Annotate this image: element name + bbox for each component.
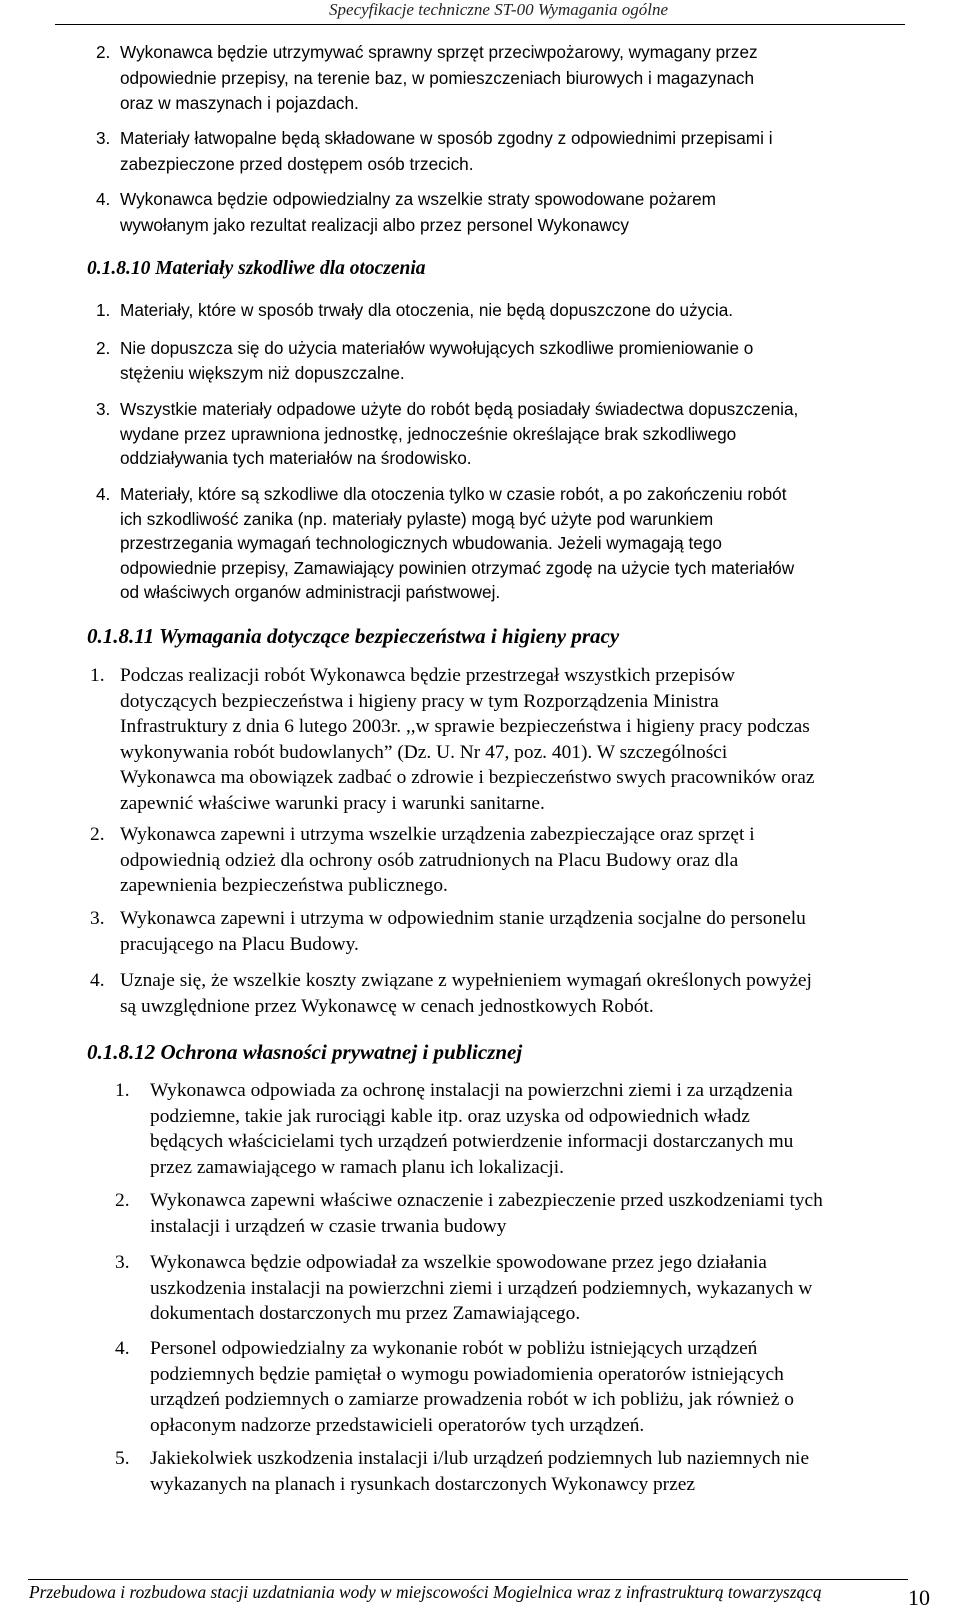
list-item-line: odpowiednie przepisy, Zamawiający powinien otrzymać zgodę na użycie tych materiałów (120, 557, 795, 578)
list-item-line: Materiały łatwopalne będą składowane w sposób zgodny z odpowiednimi przepisami i (120, 128, 773, 148)
list-item-line: wydane przez uprawniona jednostkę, jednocześnie określające brak szkodliwego (120, 423, 737, 444)
list-item-number: 1. (115, 1080, 130, 1101)
list-item-line: Infrastruktury z dnia 6 lutego 2003r. ,,w sprawie bezpieczeństwa i higieny pracy podczas (120, 716, 810, 738)
list-item-line: Wykonawca zapewni właściwe oznaczenie i zabezpieczenie przed uszkodzeniami tych (150, 1190, 823, 1211)
list-item-number: 4. (115, 1338, 130, 1359)
list-item-line: zapewnić właściwe warunki pracy i warunki sanitarne. (120, 793, 545, 814)
list-item-line: Wykonawca odpowiada za ochronę instalacji na powierzchni ziemi i za urządzenia (150, 1080, 793, 1101)
list-item-line: Materiały, które są szkodliwe dla otoczenia tylko w czasie robót, a po zakończeniu robót (120, 484, 787, 504)
list-item-line: odpowiednie przepisy, na terenie baz, w pomieszczeniach biurowych i magazynach (120, 67, 755, 88)
list-item-line: przestrzegania wymagań technologicznych wbudowania. Jeżeli wymagają tego (120, 533, 722, 553)
list-item-line: od właściwych organów administracji państwowej. (120, 582, 501, 602)
list-item-number: 3. (96, 399, 111, 419)
list-item-line: pracującego na Placu Budowy. (120, 933, 359, 955)
header-rule (55, 24, 905, 25)
list-item-line: Podczas realizacji robót Wykonawca będzie przestrzegał wszystkich przepisów (120, 665, 735, 686)
list-item-number: 4. (96, 189, 111, 209)
list-item-line: podziemnych będzie pamiętał o wymogu powiadomienia operatorów istniejących (150, 1363, 784, 1385)
list-item-line: Personel odpowiedzialny za wykonanie robót w pobliżu istniejących urządzeń (150, 1338, 758, 1359)
list-item-number: 3. (90, 908, 105, 929)
list-item-line: dotyczących bezpieczeństwa i higieny pracy w tym Rozporządzenia Ministra (120, 690, 719, 712)
list-item-line: Nie dopuszcza się do użycia materiałów wywołujących szkodliwe promieniowanie o (120, 338, 754, 358)
list-item-line: zabezpieczone przed dostępem osób trzecich. (120, 153, 474, 174)
list-item-number: 3. (115, 1252, 130, 1273)
list-item-line: Uznaje się, że wszelkie koszty związane z wypełnieniem wymagań określonych powyżej (120, 970, 812, 991)
section-heading-health-safety: 0.1.8.11 Wymagania dotyczące bezpieczeństwa i higieny pracy (87, 624, 620, 648)
header-title: Specyfikacje techniczne ST-00 Wymagania ogólne (329, 0, 668, 19)
list-item-line: Jakiekolwiek uszkodzenia instalacji i/lub urządzeń podziemnych lub naziemnych nie (150, 1448, 810, 1469)
list-item-line: Materiały, które w sposób trwały dla otoczenia, nie będą dopuszczone do użycia. (120, 300, 734, 320)
list-item-line: odpowiednią odzież dla ochrony osób zatrudnionych na Placu Budowy oraz dla (120, 849, 739, 871)
list-item-line: oddziaływania tych materiałów na środowisko. (120, 448, 472, 468)
list-item-line: dokumentach dostarczonych mu przez Zamawiającego. (150, 1303, 581, 1325)
list-item-line: ich szkodliwość zanika (np. materiały pylaste) mogą być użyte pod warunkiem (120, 508, 714, 529)
page-number: 10 (908, 1585, 930, 1610)
list-item-line: wykonywania robót budowlanych” (Dz. U. Nr 47, poz. 401). W szczególności (120, 741, 728, 763)
list-item-number: 3. (96, 128, 111, 148)
list-item-line: instalacji i urządzeń w czasie trwania budowy (150, 1215, 507, 1237)
list-item-line: stężeniu większym niż dopuszczalne. (120, 362, 405, 383)
list-item-line: Wykonawca ma obowiązek zadbać o zdrowie i bezpieczeństwo swych pracowników oraz (120, 767, 815, 789)
list-item-line: oraz w maszynach i pojazdach. (120, 93, 359, 113)
list-item-line: zapewnienia bezpieczeństwa publicznego. (120, 875, 448, 897)
section-heading-property-protection: 0.1.8.12 Ochrona własności prywatnej i publicznej (87, 1040, 523, 1064)
section-heading-harmful-materials: 0.1.8.10 Materiały szkodliwe dla otoczenia (87, 258, 426, 279)
list-item-line: opłaconym nadzorze przedstawicieli operatorów tych urządzeń. (150, 1414, 645, 1436)
list-item-number: 5. (115, 1448, 130, 1469)
list-item-line: Wszystkie materiały odpadowe użyte do robót będą posiadały świadectwa dopuszczenia, (120, 399, 799, 419)
list-item-number: 2. (96, 338, 111, 358)
list-item-line: uszkodzenia instalacji na powierzchni ziemi i urządzeń podziemnych, wykazanych w (150, 1277, 813, 1299)
list-item-line: wykazanych na planach i rysunkach dostarczonych Wykonawcy przez (150, 1473, 695, 1495)
list-item-number: 4. (96, 484, 111, 504)
list-item-number: 1. (96, 300, 111, 320)
list-item-line: Wykonawca będzie utrzymywać sprawny sprzęt przeciwpożarowy, wymagany przez (120, 42, 758, 62)
footer-rule (28, 1579, 908, 1580)
list-item-number: 4. (90, 970, 105, 991)
list-item-line: Wykonawca zapewni i utrzyma w odpowiednim stanie urządzenia socjalne do personelu (120, 908, 806, 929)
list-item-number: 2. (115, 1190, 130, 1211)
list-item-line: podziemne, takie jak rurociągi kable itp. oraz uzyska od odpowiednich władz (150, 1105, 750, 1127)
list-item-line: Wykonawca będzie odpowiedzialny za wszelkie straty spowodowane pożarem (120, 189, 716, 209)
list-item-line: będących właścicielami tych urządzeń potwierdzenie informacji dostarczanych mu (150, 1131, 794, 1153)
list-item-number: 2. (96, 42, 111, 62)
list-item-number: 2. (90, 824, 105, 845)
footer-text: Przebudowa i rozbudowa stacji uzdatniania wody w miejscowości Mogielnica wraz z infrastrukturą towarzyszącą (29, 1582, 822, 1602)
list-item-line: Wykonawca będzie odpowiadał za wszelkie spowodowane przez jego działania (150, 1252, 767, 1273)
list-item-line: Wykonawca zapewni i utrzyma wszelkie urządzenia zabezpieczające oraz sprzęt i (120, 824, 755, 845)
list-item-number: 1. (90, 665, 105, 686)
list-item-line: przez zamawiającego w ramach planu ich lokalizacji. (150, 1156, 564, 1178)
list-item-line: są uwzględnione przez Wykonawcę w cenach jednostkowych Robót. (120, 995, 654, 1017)
list-item-line: urządzeń podziemnych o zamiarze prowadzenia robót w ich pobliżu, jak również o (150, 1389, 794, 1411)
list-item-line: wywołanym jako rezultat realizacji albo przez personel Wykonawcy (120, 214, 629, 235)
